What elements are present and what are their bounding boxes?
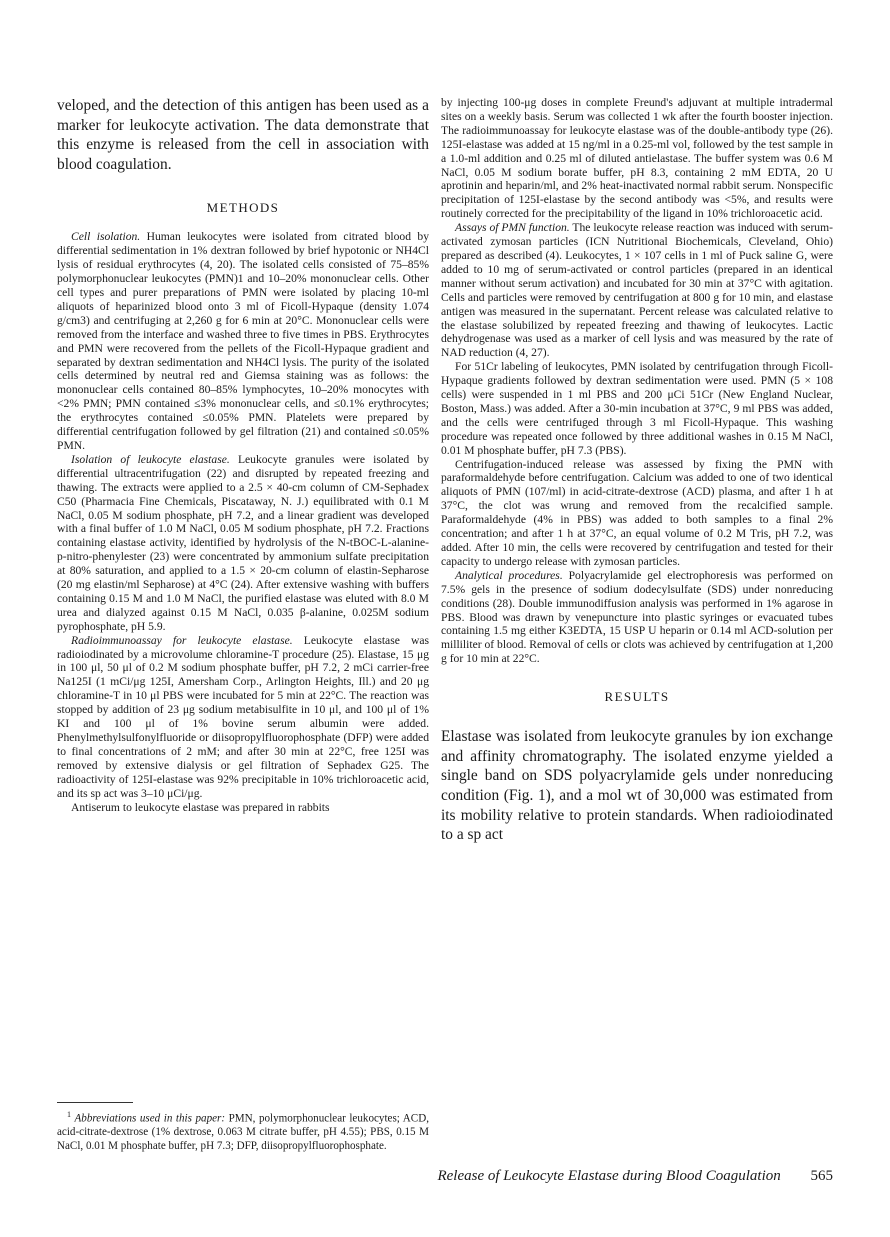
analytical-text: Polyacrylamide gel electrophoresis was performed on 7.5% gels in the presence of sodium dodecylsulfate (SDS) under nonreducing conditions (28). Double immunodiffusion analysis was performed in 1% agarose in PBS. Blood was drawn by venepuncture into plastic syringes or evacuated tubes containing 1.5 mg either K3EDTA, 15 USP U heparin or 0.14 ml ACD-solution per milliliter of blood. Removal of cells or clots was achieved by centrifugation at 1,200 g for 10 min at 22°C. — [441, 568, 833, 666]
footnote-marker: 1 — [67, 1110, 71, 1119]
assays-pmn-title: Assays of PMN function. — [455, 221, 570, 235]
assays-pmn-paragraph — [441, 221, 833, 360]
analytical-title: Analytical procedures. — [455, 568, 563, 582]
radioimmunoassay-text: Leukocyte elastase was radioiodinated by a microvolume chloramine-T procedure (25). Elastase, 15 μg in 100 μl, 50 μl of 0.2 M sodium phosphate buffer, pH 7.2, 2 mCi carrier-free Na125I (1 mCi/μg 125I, Amersham Corp., Arlington Heights, Ill.) and 20 μg chloramine-T in 10 μl PBS were incubated for 5 min at 22°C. The reaction was stopped by addition of 23 μg sodium metabisulfite in 10 μl, and 100 μl of 1% KI and 100 μl of 1% bovine serum albumin were added. Phenylmethylsulfonylfluoride or diisopropylfluorophosphate (DFP) were added to final concentrations of 2 mM; and after 30 min at 22°C, free 125I was removed by extensive dialysis or gel filtration of Sephadex G25. The radioactivity of 125I-elastase was 92% precipitable in 10% trichloroacetic acid, and its sp act was 3–10 μCi/μg. — [57, 633, 429, 800]
isolation-elastase-title: Isolation of leukocyte elastase. — [71, 452, 230, 466]
footnote-text: PMN, polymorphonuclear leukocytes; ACD, acid-citrate-dextrose (1% dextrose, 0.063 M citrate buffer, pH 4.55); PBS, 0.15 M NaCl, 0.01 M phosphate buffer, pH 7.3; DFP, diisopropylfluorophosphate. — [57, 1112, 429, 1152]
antiserum-paragraph: Antiserum to leukocyte elastase was prepared in rabbits — [71, 800, 330, 814]
results-heading: RESULTS — [604, 689, 670, 705]
assays-pmn-text: The leukocyte release reaction was induced with serum-activated zymosan particles (ICN Nutritional Biochemicals, Cleveland, Ohio) prepared as described (4). Leukocytes, 1 × 107 cells in 1 ml of Puck saline G, were added to 10 mg of serum-activated or control particles (prepared in an identical manner without serum activation) and incubated for 30 min at 37°C with agitation. Cells and particles were removed by centrifugation at 800 g for 10 min, and elastase antigen was measured in the supernatant. Percent release was calculated relative to the elastase solubilized by repeated freezing and thawing of leukocytes. Lactic dehydrogenase was used as a marker of cell lysis and was measured by the rate of NAD reduction (4, 27). — [441, 221, 833, 360]
radioimmunoassay-title: Radioimmunoassay for leukocyte elastase. — [71, 633, 293, 647]
page-number: 565 — [810, 1168, 833, 1184]
cell-isolation-paragraph — [57, 230, 429, 453]
footnote — [57, 1108, 429, 1153]
results-paragraph: Elastase was isolated from leukocyte granules by ion exchange and affinity chromatography. The isolated enzyme yielded a single band on SDS polyacrylamide gels under nonreducing condition (Fig. 1), and a mol wt of 30,000 was estimated from its mobility relative to protein standards. When radioiodinated to a sp act — [441, 728, 833, 844]
intro-paragraph: veloped, and the detection of this antigen has been used as a marker for leukocyte activation. The data demonstrate that this enzyme is released from the cell in association with blood coagulation. — [57, 97, 429, 173]
left-column — [57, 96, 429, 814]
radioimmunoassay-paragraph — [57, 634, 429, 801]
page-footer — [437, 1168, 833, 1185]
right-column — [441, 96, 833, 845]
cell-isolation-title: Cell isolation. — [71, 230, 141, 244]
antiserum-continued-paragraph: by injecting 100-μg doses in complete Freund's adjuvant at multiple intradermal sites on a weekly basis. Serum was collected 1 wk after the fourth booster injection. The radioimmunoassay for leukocyte elastase was of the double-antibody type (26). 125I-elastase was added at 15 ng/ml in a 0.25-ml vol, followed by the test sample in a 1.0-ml addition and 0.25 ml of diluted antielastase. The buffer system was 0.6 M NaCl, 0.05 M sodium borate buffer, pH 8.3, containing 2 mM EDTA, 20 U aprotinin and heparin/ml, and 2% heat-inactivated normal rabbit serum. Nonspecific precipitation of 125I-elastase by the second antibody was <5%, and results were routinely corrected for the precipitability of the ligand in 10% trichloroacetic acid. — [441, 96, 833, 221]
footnote-rule — [57, 1102, 133, 1103]
footnote-title: Abbreviations used in this paper: — [74, 1112, 226, 1125]
running-title: Release of Leukocyte Elastase during Blood Coagulation — [437, 1168, 781, 1184]
analytical-paragraph — [441, 569, 833, 666]
isolation-elastase-text: Leukocyte granules were isolated by differential ultracentrifugation (22) and disrupted by repeated freezing and thawing. The extracts were applied to a 2.5 × 40-cm column of CM-Sephadex C50 (Pharmacia Fine Chemicals, Piscataway, N. J.) equilibrated with 0.1 M NaCl, 0.05 M sodium phosphate, pH 7.2, and a linear gradient was developed with a final buffer of 1.0 M NaCl, 0.05 M sodium phosphate, pH 7.2. Fractions containing elastase activity, identified by hydrolysis of the N-tBOC-L-alanine-p-nitro-phenylester (23) were concentrated by ammonium sulfate precipitation at 80% saturation, and applied to a 1.5 × 20-cm column of elastin-Sepharose (20 mg elastin/ml Sepharose) at 4°C (24). After extensive washing with buffers containing 0.15 M and 1.0 M NaCl, the purified elastase was eluted with 8.0 M urea and dialyzed against 0.15 M NaCl, 0.035 β-alanine, 0.025M sodium pyrophosphate, pH 5.9. — [57, 452, 429, 633]
centrifugation-paragraph: Centrifugation-induced release was assessed by fixing the PMN with paraformaldehyde before centrifugation. Calcium was added to one of two identical aliquots of PMN (107/ml) in acid-citrate-dextrose (ACD) plasma, and after 1 h at 37°C, the clot was wrung and removed from the recalcified sample. Paraformaldehyde (4% in PBS) was added to both samples to a final 2% concentration; and after 1 h at 37°C, an equal volume of 0.2 M Tris, pH 7.2, was added. After 10 min, the cells were recovered by centrifugation and tested for their capacity to undergo release with zymosan particles. — [441, 457, 833, 568]
cell-isolation-text: Human leukocytes were isolated from citrated blood by differential sedimentation in 1% dextran followed by brief hypotonic or NH4Cl lysis of residual erythrocytes (4, 20). The isolated cells consisted of 75–85% polymorphonuclear leukocytes (PMN)1 and 10–20% mononuclear cells. Other cell types and purer preparations of PMN were isolated by placing 10-ml aliquots of heparinized blood onto 3 ml of Ficoll-Hypaque (density 1.074 g/cm3) and centrifuging at 2,260 g for 6 min at 20°C. Mononuclear cells were removed from the interface and washed three to five times in PBS. Erythrocytes and PMN were recovered from the pellets of the Ficoll-Hypaque gradient and separated by dextran sedimentation and NH4Cl lysis. The purity of the isolated cells determined by neutral red and Giemsa staining was as follows: the mononuclear cells contained 80–85% lymphocytes, 10–20% monocytes with <2% PMN; PMN contained ≤3% mononuclear cells, and ≤0.1% erythrocytes; the erythrocytes contained ≤0.05% PMN. Platelets were prepared by differential centrifugation followed by gel filtration (21) and contained ≤0.05% PMN. — [57, 230, 429, 452]
isolation-elastase-paragraph — [57, 453, 429, 634]
cr-labeling-paragraph: For 51Cr labeling of leukocytes, PMN isolated by centrifugation through Ficoll-Hypaque gradients followed by dextran sedimentation were used. PMN (5 × 108 cells) were suspended in 1 ml PBS and 200 μCi 51Cr (New England Nuclear, Boston, Mass.) was added. After a 30-min incubation at 37°C, 9 ml PBS was added, and the cells were centrifuged through 3 ml Ficoll-Hypaque. This washing procedure was repeated once followed by three additional washes in 0.15 M NaCl, 0.01 M phosphate buffer, pH 7.3 (PBS). — [441, 360, 833, 457]
methods-heading: METHODS — [206, 200, 280, 216]
